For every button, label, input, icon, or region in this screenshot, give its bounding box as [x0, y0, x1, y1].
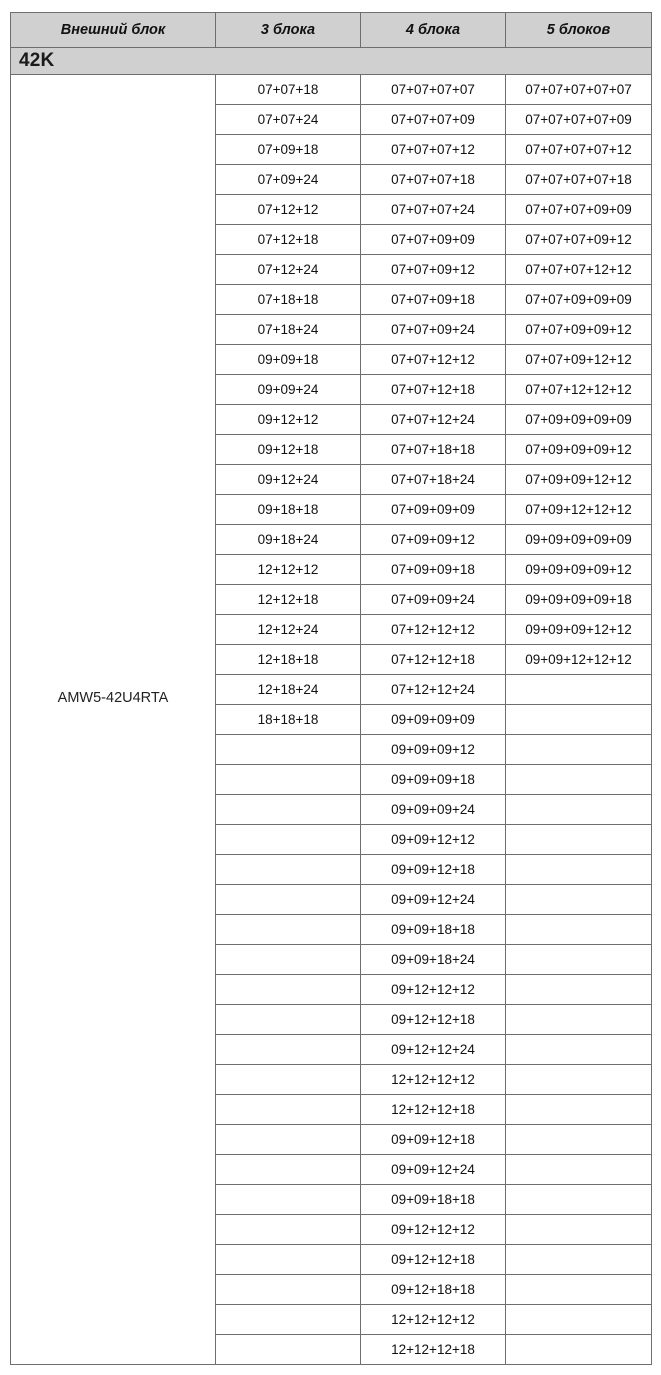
- combination-table: [10, 12, 652, 1365]
- group-label: 42K: [11, 48, 652, 75]
- combination-cell: 12+12+12+12: [361, 1305, 506, 1335]
- combination-cell: 09+12+12+18: [361, 1245, 506, 1275]
- combination-cell: 12+12+12+12: [361, 1065, 506, 1095]
- empty-cell: [216, 1035, 361, 1065]
- combination-cell: 09+12+12: [216, 405, 361, 435]
- combination-cell: 07+07+12+24: [361, 405, 506, 435]
- combination-cell: 09+09+09+12: [361, 735, 506, 765]
- combination-cell: 07+07+18+18: [361, 435, 506, 465]
- header-cell-4-units: 4 блока: [361, 13, 506, 48]
- combination-cell: 09+09+12+18: [361, 855, 506, 885]
- combination-cell: 18+18+18: [216, 705, 361, 735]
- empty-cell: [216, 1125, 361, 1155]
- combination-cell: 07+07+09+12+12: [506, 345, 652, 375]
- combination-cell: 09+09+09+24: [361, 795, 506, 825]
- combination-cell: 07+07+12+12: [361, 345, 506, 375]
- combination-cell: 09+09+09+09+09: [506, 525, 652, 555]
- empty-cell: [216, 825, 361, 855]
- combination-cell: 09+09+09+18: [361, 765, 506, 795]
- combination-cell: 09+09+12+12: [361, 825, 506, 855]
- empty-cell: [506, 1185, 652, 1215]
- empty-cell: [216, 1185, 361, 1215]
- combination-cell: 07+12+12+12: [361, 615, 506, 645]
- combination-cell: 09+12+18: [216, 435, 361, 465]
- empty-cell: [506, 1335, 652, 1365]
- empty-cell: [216, 1305, 361, 1335]
- combination-cell: 07+18+24: [216, 315, 361, 345]
- combination-cell: 07+07+09+09+09: [506, 285, 652, 315]
- combination-cell: 12+12+12: [216, 555, 361, 585]
- combination-cell: 07+07+07+07+07: [506, 75, 652, 105]
- combination-cell: 07+09+09+18: [361, 555, 506, 585]
- header-cell-5-units: 5 блоков: [506, 13, 652, 48]
- combination-cell: 09+09+12+18: [361, 1125, 506, 1155]
- empty-cell: [506, 1005, 652, 1035]
- combination-cell: 09+12+24: [216, 465, 361, 495]
- combination-cell: 07+07+07+09+09: [506, 195, 652, 225]
- combination-cell: 09+12+18+18: [361, 1275, 506, 1305]
- empty-cell: [216, 945, 361, 975]
- combination-cell: 07+09+09+24: [361, 585, 506, 615]
- combination-cell: 09+09+18+18: [361, 915, 506, 945]
- combination-cell: 09+12+12+12: [361, 975, 506, 1005]
- empty-cell: [216, 1095, 361, 1125]
- header-row: [11, 13, 652, 48]
- empty-cell: [506, 1155, 652, 1185]
- empty-cell: [506, 855, 652, 885]
- empty-cell: [506, 1095, 652, 1125]
- combination-cell: 07+07+09+18: [361, 285, 506, 315]
- empty-cell: [216, 1065, 361, 1095]
- empty-cell: [216, 795, 361, 825]
- empty-cell: [506, 1035, 652, 1065]
- combination-cell: 07+09+09+09+09: [506, 405, 652, 435]
- empty-cell: [506, 1215, 652, 1245]
- empty-cell: [506, 885, 652, 915]
- combination-cell: 12+18+18: [216, 645, 361, 675]
- combination-cell: 07+07+07+07+18: [506, 165, 652, 195]
- empty-cell: [506, 825, 652, 855]
- combination-cell: 07+18+18: [216, 285, 361, 315]
- combination-cell: 07+12+12+24: [361, 675, 506, 705]
- combination-cell: 07+12+12+18: [361, 645, 506, 675]
- combination-cell: 07+07+07+07: [361, 75, 506, 105]
- empty-cell: [506, 735, 652, 765]
- combination-cell: 12+12+12+18: [361, 1335, 506, 1365]
- combination-cell: 07+07+12+12+12: [506, 375, 652, 405]
- combination-cell: 09+09+18: [216, 345, 361, 375]
- empty-cell: [506, 1275, 652, 1305]
- table-row: [11, 75, 652, 105]
- empty-cell: [216, 1215, 361, 1245]
- header-cell-3-units: 3 блока: [216, 13, 361, 48]
- empty-cell: [216, 915, 361, 945]
- combination-cell: 07+09+12+12+12: [506, 495, 652, 525]
- combination-cell: 09+09+12+12+12: [506, 645, 652, 675]
- combination-cell: 07+07+07+07+12: [506, 135, 652, 165]
- empty-cell: [216, 855, 361, 885]
- combination-cell: 12+12+18: [216, 585, 361, 615]
- combination-cell: 07+07+09+24: [361, 315, 506, 345]
- empty-cell: [216, 765, 361, 795]
- empty-cell: [506, 1245, 652, 1275]
- empty-cell: [216, 1155, 361, 1185]
- combination-cell: 09+12+12+24: [361, 1035, 506, 1065]
- combination-cell: 09+09+18+18: [361, 1185, 506, 1215]
- combination-cell: 07+09+18: [216, 135, 361, 165]
- empty-cell: [506, 1305, 652, 1335]
- empty-cell: [216, 1335, 361, 1365]
- empty-cell: [216, 1245, 361, 1275]
- combination-cell: 07+07+07+24: [361, 195, 506, 225]
- empty-cell: [216, 1005, 361, 1035]
- combination-cell: 07+07+24: [216, 105, 361, 135]
- combination-cell: 09+09+12+24: [361, 885, 506, 915]
- combination-cell: 07+07+07+09+12: [506, 225, 652, 255]
- combination-cell: 12+18+24: [216, 675, 361, 705]
- combination-cell: 07+09+09+09+12: [506, 435, 652, 465]
- combination-cell: 12+12+12+18: [361, 1095, 506, 1125]
- combination-cell: 09+12+12+18: [361, 1005, 506, 1035]
- combination-cell: 09+09+09+09: [361, 705, 506, 735]
- empty-cell: [506, 1065, 652, 1095]
- empty-cell: [216, 735, 361, 765]
- combination-cell: 09+18+24: [216, 525, 361, 555]
- combination-cell: 07+09+09+09: [361, 495, 506, 525]
- combination-cell: 07+12+24: [216, 255, 361, 285]
- combination-cell: 09+09+12+24: [361, 1155, 506, 1185]
- combination-cell: 07+09+24: [216, 165, 361, 195]
- table-body: [11, 48, 652, 1365]
- combination-cell: 07+12+12: [216, 195, 361, 225]
- combination-cell: 07+07+09+12: [361, 255, 506, 285]
- empty-cell: [216, 1275, 361, 1305]
- combination-cell: 07+07+07+09: [361, 105, 506, 135]
- combination-cell: 07+07+07+18: [361, 165, 506, 195]
- combination-cell: 09+09+18+24: [361, 945, 506, 975]
- combination-cell: 07+07+12+18: [361, 375, 506, 405]
- empty-cell: [216, 885, 361, 915]
- empty-cell: [216, 975, 361, 1005]
- combination-cell: 09+12+12+12: [361, 1215, 506, 1245]
- combination-cell: 09+18+18: [216, 495, 361, 525]
- combination-cell: 07+07+07+12+12: [506, 255, 652, 285]
- combination-cell: 07+07+18: [216, 75, 361, 105]
- combination-cell: 07+07+18+24: [361, 465, 506, 495]
- empty-cell: [506, 915, 652, 945]
- empty-cell: [506, 945, 652, 975]
- combination-cell: 07+12+18: [216, 225, 361, 255]
- group-row-42k: [11, 48, 652, 75]
- combination-cell: 07+09+09+12+12: [506, 465, 652, 495]
- empty-cell: [506, 705, 652, 735]
- table-header: [11, 13, 652, 48]
- empty-cell: [506, 795, 652, 825]
- empty-cell: [506, 675, 652, 705]
- combination-cell: 07+07+09+09+12: [506, 315, 652, 345]
- empty-cell: [506, 975, 652, 1005]
- combination-cell: 12+12+24: [216, 615, 361, 645]
- combination-cell: 09+09+24: [216, 375, 361, 405]
- empty-cell: [506, 1125, 652, 1155]
- header-cell-outdoor-unit: Внешний блок: [11, 13, 216, 48]
- combination-cell: 07+07+07+07+09: [506, 105, 652, 135]
- combination-cell: 09+09+09+12+12: [506, 615, 652, 645]
- outdoor-unit-model: AMW5-42U4RTA: [11, 75, 216, 1365]
- combination-cell: 07+07+09+09: [361, 225, 506, 255]
- combination-cell: 09+09+09+09+12: [506, 555, 652, 585]
- combination-cell: 07+07+07+12: [361, 135, 506, 165]
- combination-cell: 07+09+09+12: [361, 525, 506, 555]
- combination-cell: 09+09+09+09+18: [506, 585, 652, 615]
- empty-cell: [506, 765, 652, 795]
